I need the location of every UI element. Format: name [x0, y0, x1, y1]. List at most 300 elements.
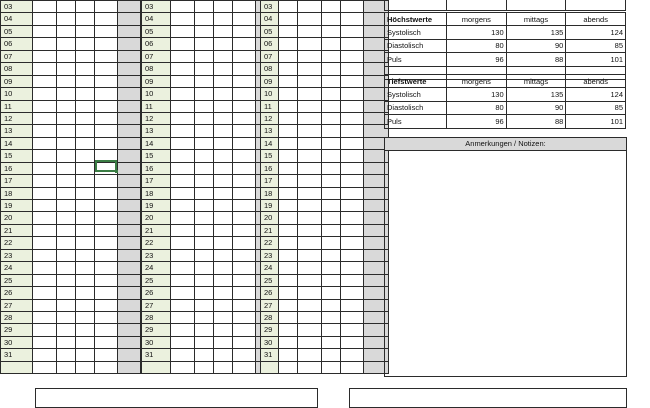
entry-cell[interactable]: [233, 287, 256, 299]
entry-cell[interactable]: [76, 63, 95, 75]
entry-cell[interactable]: [298, 275, 322, 287]
entry-cell[interactable]: [322, 163, 341, 175]
max-values-title[interactable]: Höchstwerte: [385, 13, 447, 26]
entry-cell[interactable]: [76, 163, 95, 175]
entry-cell[interactable]: [233, 138, 256, 150]
entry-cell[interactable]: [95, 337, 118, 349]
entry-cell[interactable]: [341, 175, 364, 187]
entry-cell[interactable]: [233, 225, 256, 237]
entry-cell[interactable]: [279, 26, 298, 38]
table-cell[interactable]: 130: [447, 88, 507, 101]
entry-cell[interactable]: [33, 200, 57, 212]
entry-cell[interactable]: [233, 125, 256, 137]
entry-cell[interactable]: [341, 138, 364, 150]
day-label-cell[interactable]: 05: [141, 26, 171, 38]
separator-cell[interactable]: [118, 101, 141, 113]
entry-cell[interactable]: [298, 312, 322, 324]
table-cell[interactable]: [447, 0, 507, 11]
day-label-cell[interactable]: 16: [0, 163, 33, 175]
day-label-cell[interactable]: 29: [141, 324, 171, 336]
entry-cell[interactable]: [214, 163, 233, 175]
day-label-cell[interactable]: 16: [260, 163, 279, 175]
entry-cell[interactable]: [279, 262, 298, 274]
entry-cell[interactable]: [214, 337, 233, 349]
entry-cell[interactable]: [76, 26, 95, 38]
day-label-cell[interactable]: 21: [141, 225, 171, 237]
entry-cell[interactable]: [195, 300, 214, 312]
entry-cell[interactable]: [298, 200, 322, 212]
entry-cell[interactable]: [57, 312, 76, 324]
entry-cell[interactable]: [214, 150, 233, 162]
entry-cell[interactable]: [214, 125, 233, 137]
entry-cell[interactable]: [57, 362, 76, 374]
entry-cell[interactable]: [195, 150, 214, 162]
entry-cell[interactable]: [76, 324, 95, 336]
day-label-cell[interactable]: 06: [0, 38, 33, 50]
entry-cell[interactable]: [322, 337, 341, 349]
entry-cell[interactable]: [95, 125, 118, 137]
entry-cell[interactable]: [341, 262, 364, 274]
entry-cell[interactable]: [233, 237, 256, 249]
row-label-diastolic[interactable]: Diastolisch: [385, 39, 447, 52]
entry-cell[interactable]: [298, 1, 322, 13]
day-label-cell[interactable]: 26: [260, 287, 279, 299]
entry-cell[interactable]: [322, 200, 341, 212]
day-label-cell[interactable]: 15: [0, 150, 33, 162]
entry-cell[interactable]: [57, 188, 76, 200]
entry-cell[interactable]: [57, 324, 76, 336]
day-label-cell[interactable]: 29: [0, 324, 33, 336]
separator-cell[interactable]: [118, 287, 141, 299]
day-label-cell[interactable]: 14: [260, 138, 279, 150]
footer-box-left[interactable]: [35, 388, 318, 408]
entry-cell[interactable]: [279, 337, 298, 349]
entry-cell[interactable]: [33, 125, 57, 137]
entry-cell[interactable]: [214, 312, 233, 324]
table-cell[interactable]: [566, 0, 626, 11]
separator-cell[interactable]: [118, 349, 141, 361]
entry-cell[interactable]: [95, 88, 118, 100]
entry-cell[interactable]: [233, 113, 256, 125]
entry-cell[interactable]: [233, 51, 256, 63]
table-cell[interactable]: 96: [447, 115, 507, 128]
entry-cell[interactable]: [341, 188, 364, 200]
entry-cell[interactable]: [171, 88, 195, 100]
table-cell[interactable]: 90: [506, 101, 566, 114]
entry-cell[interactable]: [298, 76, 322, 88]
day-label-cell[interactable]: 18: [0, 188, 33, 200]
entry-cell[interactable]: [95, 362, 118, 374]
day-label-cell[interactable]: 24: [260, 262, 279, 274]
entry-cell[interactable]: [171, 250, 195, 262]
entry-cell[interactable]: [171, 13, 195, 25]
day-label-cell[interactable]: 21: [0, 225, 33, 237]
entry-cell[interactable]: [298, 212, 322, 224]
entry-cell[interactable]: [214, 237, 233, 249]
entry-cell[interactable]: [195, 38, 214, 50]
day-label-cell[interactable]: 04: [0, 13, 33, 25]
entry-cell[interactable]: [57, 163, 76, 175]
entry-cell[interactable]: [95, 51, 118, 63]
entry-cell[interactable]: [195, 76, 214, 88]
entry-cell[interactable]: [322, 212, 341, 224]
day-label-cell[interactable]: 23: [0, 250, 33, 262]
day-label-cell[interactable]: 13: [260, 125, 279, 137]
entry-cell[interactable]: [76, 262, 95, 274]
entry-cell[interactable]: [298, 250, 322, 262]
day-label-cell[interactable]: 19: [0, 200, 33, 212]
entry-cell[interactable]: [341, 38, 364, 50]
entry-cell[interactable]: [298, 13, 322, 25]
entry-cell[interactable]: [322, 125, 341, 137]
day-label-cell[interactable]: 30: [260, 337, 279, 349]
entry-cell[interactable]: [322, 113, 341, 125]
entry-cell[interactable]: [298, 175, 322, 187]
day-label-cell[interactable]: 16: [141, 163, 171, 175]
entry-cell[interactable]: [341, 250, 364, 262]
day-label-cell[interactable]: 05: [0, 26, 33, 38]
day-label-cell[interactable]: 19: [141, 200, 171, 212]
entry-cell[interactable]: [279, 1, 298, 13]
entry-cell[interactable]: [322, 349, 341, 361]
day-label-cell[interactable]: 09: [141, 76, 171, 88]
entry-cell[interactable]: [171, 163, 195, 175]
entry-cell[interactable]: [195, 1, 214, 13]
separator-cell[interactable]: [118, 237, 141, 249]
day-label-cell[interactable]: 30: [0, 337, 33, 349]
separator-cell[interactable]: [118, 138, 141, 150]
entry-cell[interactable]: [214, 88, 233, 100]
separator-cell[interactable]: [118, 362, 141, 374]
separator-cell[interactable]: [118, 337, 141, 349]
entry-cell[interactable]: [57, 287, 76, 299]
entry-cell[interactable]: [57, 237, 76, 249]
entry-cell[interactable]: [298, 113, 322, 125]
table-cell[interactable]: 88: [506, 53, 566, 66]
entry-cell[interactable]: [171, 1, 195, 13]
day-label-cell[interactable]: 17: [0, 175, 33, 187]
separator-cell[interactable]: [118, 26, 141, 38]
entry-cell[interactable]: [33, 225, 57, 237]
day-label-cell[interactable]: 10: [0, 88, 33, 100]
separator-cell[interactable]: [118, 275, 141, 287]
entry-cell[interactable]: [279, 113, 298, 125]
column-header-noon[interactable]: mittags: [506, 13, 566, 26]
entry-cell[interactable]: [233, 349, 256, 361]
separator-cell[interactable]: [118, 150, 141, 162]
separator-cell[interactable]: [118, 262, 141, 274]
entry-cell[interactable]: [322, 38, 341, 50]
entry-cell[interactable]: [279, 138, 298, 150]
entry-cell[interactable]: [95, 175, 118, 187]
entry-cell[interactable]: [298, 88, 322, 100]
entry-cell[interactable]: [95, 188, 118, 200]
entry-cell[interactable]: [57, 337, 76, 349]
entry-cell[interactable]: [195, 26, 214, 38]
entry-cell[interactable]: [76, 175, 95, 187]
entry-cell[interactable]: [341, 51, 364, 63]
entry-cell[interactable]: [57, 26, 76, 38]
column-header-morning[interactable]: morgens: [447, 75, 507, 88]
entry-cell[interactable]: [76, 76, 95, 88]
separator-cell[interactable]: [118, 88, 141, 100]
entry-cell[interactable]: [195, 275, 214, 287]
entry-cell[interactable]: [233, 175, 256, 187]
entry-cell[interactable]: [233, 200, 256, 212]
entry-cell[interactable]: [195, 324, 214, 336]
entry-cell[interactable]: [95, 26, 118, 38]
entry-cell[interactable]: [95, 312, 118, 324]
entry-cell[interactable]: [233, 275, 256, 287]
entry-cell[interactable]: [214, 13, 233, 25]
entry-cell[interactable]: [233, 250, 256, 262]
separator-cell[interactable]: [118, 312, 141, 324]
table-cell[interactable]: 80: [447, 101, 507, 114]
day-label-cell[interactable]: 24: [0, 262, 33, 274]
day-label-cell[interactable]: 30: [141, 337, 171, 349]
entry-cell[interactable]: [95, 225, 118, 237]
entry-cell[interactable]: [95, 63, 118, 75]
table-cell[interactable]: 101: [566, 115, 626, 128]
day-label-cell[interactable]: 05: [260, 26, 279, 38]
entry-cell[interactable]: [214, 250, 233, 262]
day-label-cell[interactable]: 31: [0, 349, 33, 361]
entry-cell[interactable]: [214, 188, 233, 200]
entry-cell[interactable]: [279, 101, 298, 113]
entry-cell[interactable]: [322, 175, 341, 187]
separator-cell[interactable]: [118, 113, 141, 125]
entry-cell[interactable]: [57, 150, 76, 162]
entry-cell[interactable]: [76, 312, 95, 324]
entry-cell[interactable]: [341, 125, 364, 137]
entry-cell[interactable]: [214, 300, 233, 312]
entry-cell[interactable]: [214, 349, 233, 361]
day-label-cell[interactable]: 15: [141, 150, 171, 162]
day-label-cell[interactable]: 27: [141, 300, 171, 312]
entry-cell[interactable]: [171, 51, 195, 63]
day-label-cell[interactable]: 11: [260, 101, 279, 113]
day-label-cell[interactable]: 08: [260, 63, 279, 75]
entry-cell[interactable]: [322, 362, 341, 374]
entry-cell[interactable]: [341, 113, 364, 125]
entry-cell[interactable]: [214, 275, 233, 287]
entry-cell[interactable]: [33, 275, 57, 287]
table-cell[interactable]: 85: [566, 39, 626, 52]
separator-cell[interactable]: [118, 163, 141, 175]
day-label-cell[interactable]: 25: [141, 275, 171, 287]
entry-cell[interactable]: [322, 275, 341, 287]
day-label-cell[interactable]: 07: [260, 51, 279, 63]
entry-cell[interactable]: [57, 262, 76, 274]
entry-cell[interactable]: [76, 300, 95, 312]
entry-cell[interactable]: [322, 150, 341, 162]
entry-cell[interactable]: [341, 225, 364, 237]
table-cell[interactable]: 124: [566, 88, 626, 101]
entry-cell[interactable]: [322, 76, 341, 88]
entry-cell[interactable]: [95, 300, 118, 312]
column-header-noon[interactable]: mittags: [506, 75, 566, 88]
entry-cell[interactable]: [57, 76, 76, 88]
entry-cell[interactable]: [279, 250, 298, 262]
day-label-cell[interactable]: 25: [0, 275, 33, 287]
entry-cell[interactable]: [57, 38, 76, 50]
day-label-cell[interactable]: 03: [260, 1, 279, 13]
entry-cell[interactable]: [298, 362, 322, 374]
entry-cell[interactable]: [33, 362, 57, 374]
entry-cell[interactable]: [171, 200, 195, 212]
entry-cell[interactable]: [171, 101, 195, 113]
row-label-systolic[interactable]: Systolisch: [385, 26, 447, 39]
entry-cell[interactable]: [341, 337, 364, 349]
entry-cell[interactable]: [233, 163, 256, 175]
separator-cell[interactable]: [118, 125, 141, 137]
entry-cell[interactable]: [57, 63, 76, 75]
day-label-cell[interactable]: 17: [260, 175, 279, 187]
entry-cell[interactable]: [195, 101, 214, 113]
entry-cell[interactable]: [279, 200, 298, 212]
entry-cell[interactable]: [214, 175, 233, 187]
entry-cell[interactable]: [214, 26, 233, 38]
day-label-cell[interactable]: [260, 362, 279, 374]
entry-cell[interactable]: [341, 150, 364, 162]
entry-cell[interactable]: [298, 287, 322, 299]
table-cell[interactable]: [506, 0, 566, 11]
row-label-diastolic[interactable]: Diastolisch: [385, 101, 447, 114]
day-label-cell[interactable]: 22: [260, 237, 279, 249]
entry-cell[interactable]: [95, 13, 118, 25]
entry-cell[interactable]: [76, 275, 95, 287]
entry-cell[interactable]: [233, 76, 256, 88]
entry-cell[interactable]: [33, 250, 57, 262]
day-label-cell[interactable]: 07: [0, 51, 33, 63]
separator-cell[interactable]: [118, 300, 141, 312]
entry-cell[interactable]: [322, 225, 341, 237]
day-label-cell[interactable]: 20: [260, 212, 279, 224]
separator-cell[interactable]: [118, 324, 141, 336]
entry-cell[interactable]: [341, 63, 364, 75]
separator-cell[interactable]: [118, 212, 141, 224]
entry-cell[interactable]: [57, 175, 76, 187]
entry-cell[interactable]: [279, 362, 298, 374]
entry-cell[interactable]: [279, 188, 298, 200]
entry-cell[interactable]: [298, 262, 322, 274]
entry-cell[interactable]: [322, 26, 341, 38]
entry-cell[interactable]: [322, 324, 341, 336]
entry-cell[interactable]: [233, 212, 256, 224]
entry-cell[interactable]: [171, 312, 195, 324]
entry-cell[interactable]: [76, 188, 95, 200]
day-label-cell[interactable]: 28: [260, 312, 279, 324]
entry-cell[interactable]: [195, 125, 214, 137]
entry-cell[interactable]: [95, 237, 118, 249]
entry-cell[interactable]: [95, 275, 118, 287]
entry-cell[interactable]: [171, 113, 195, 125]
day-label-cell[interactable]: 12: [260, 113, 279, 125]
entry-cell[interactable]: [171, 175, 195, 187]
table-cell[interactable]: 101: [566, 53, 626, 66]
table-cell[interactable]: [385, 0, 447, 11]
table-cell[interactable]: 124: [566, 26, 626, 39]
entry-cell[interactable]: [57, 300, 76, 312]
entry-cell[interactable]: [76, 287, 95, 299]
day-label-cell[interactable]: 09: [0, 76, 33, 88]
day-label-cell[interactable]: 29: [260, 324, 279, 336]
entry-cell[interactable]: [171, 362, 195, 374]
entry-cell[interactable]: [33, 51, 57, 63]
selected-cell-highlight[interactable]: [95, 160, 117, 172]
entry-cell[interactable]: [95, 212, 118, 224]
entry-cell[interactable]: [341, 312, 364, 324]
entry-cell[interactable]: [33, 188, 57, 200]
entry-cell[interactable]: [341, 26, 364, 38]
entry-cell[interactable]: [279, 38, 298, 50]
entry-cell[interactable]: [214, 287, 233, 299]
day-label-cell[interactable]: 18: [260, 188, 279, 200]
entry-cell[interactable]: [76, 125, 95, 137]
entry-cell[interactable]: [322, 312, 341, 324]
day-label-cell[interactable]: 19: [260, 200, 279, 212]
entry-cell[interactable]: [279, 287, 298, 299]
entry-cell[interactable]: [279, 212, 298, 224]
entry-cell[interactable]: [298, 225, 322, 237]
entry-cell[interactable]: [298, 138, 322, 150]
entry-cell[interactable]: [341, 300, 364, 312]
entry-cell[interactable]: [195, 262, 214, 274]
row-label-systolic[interactable]: Systolisch: [385, 88, 447, 101]
entry-cell[interactable]: [76, 237, 95, 249]
entry-cell[interactable]: [95, 76, 118, 88]
entry-cell[interactable]: [341, 200, 364, 212]
entry-cell[interactable]: [341, 76, 364, 88]
day-label-cell[interactable]: 03: [141, 1, 171, 13]
entry-cell[interactable]: [214, 212, 233, 224]
entry-cell[interactable]: [279, 76, 298, 88]
entry-cell[interactable]: [279, 51, 298, 63]
entry-cell[interactable]: [33, 150, 57, 162]
entry-cell[interactable]: [322, 262, 341, 274]
entry-cell[interactable]: [171, 63, 195, 75]
entry-cell[interactable]: [279, 300, 298, 312]
table-cell[interactable]: 96: [447, 53, 507, 66]
day-label-cell[interactable]: 26: [141, 287, 171, 299]
separator-cell[interactable]: [118, 200, 141, 212]
entry-cell[interactable]: [95, 287, 118, 299]
entry-cell[interactable]: [279, 312, 298, 324]
entry-cell[interactable]: [233, 13, 256, 25]
column-header-morning[interactable]: morgens: [447, 13, 507, 26]
entry-cell[interactable]: [95, 113, 118, 125]
entry-cell[interactable]: [233, 38, 256, 50]
entry-cell[interactable]: [95, 101, 118, 113]
entry-cell[interactable]: [298, 324, 322, 336]
day-label-cell[interactable]: 20: [0, 212, 33, 224]
separator-cell[interactable]: [118, 38, 141, 50]
entry-cell[interactable]: [233, 312, 256, 324]
day-label-cell[interactable]: 10: [141, 88, 171, 100]
entry-cell[interactable]: [341, 324, 364, 336]
entry-cell[interactable]: [341, 163, 364, 175]
entry-cell[interactable]: [214, 324, 233, 336]
entry-cell[interactable]: [171, 26, 195, 38]
entry-cell[interactable]: [298, 188, 322, 200]
entry-cell[interactable]: [57, 13, 76, 25]
entry-cell[interactable]: [33, 337, 57, 349]
day-label-cell[interactable]: 31: [141, 349, 171, 361]
footer-box-right[interactable]: [349, 388, 627, 408]
table-cell[interactable]: 80: [447, 39, 507, 52]
separator-cell[interactable]: [118, 188, 141, 200]
entry-cell[interactable]: [171, 287, 195, 299]
